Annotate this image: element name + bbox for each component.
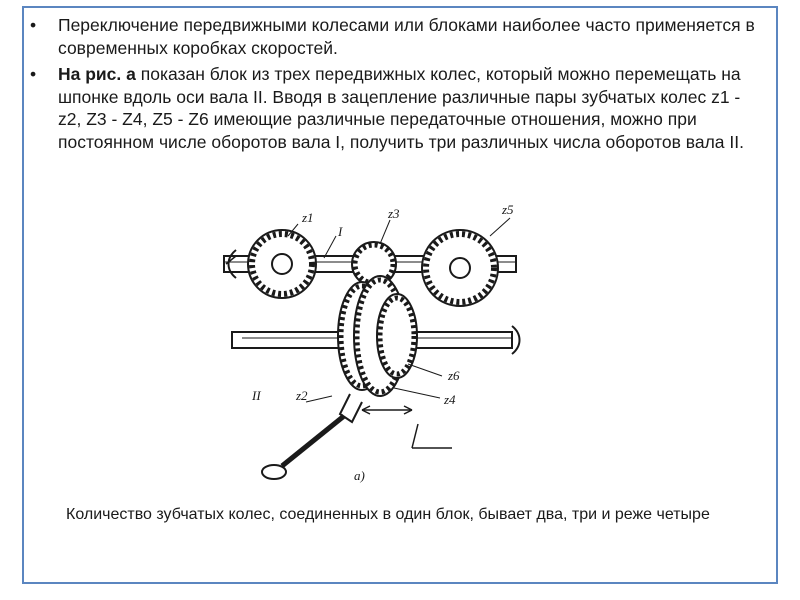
label-shaft-2: II xyxy=(252,388,261,403)
label-z6: z6 xyxy=(448,368,460,383)
gear-block-figure xyxy=(212,196,522,488)
label-shaft-1: I xyxy=(338,224,343,239)
label-z4: z4 xyxy=(444,392,456,407)
bullet-item-2 xyxy=(30,63,755,153)
label-z5: z5 xyxy=(502,202,514,217)
label-z1: z1 xyxy=(302,210,314,225)
label-z3: z3 xyxy=(388,206,400,221)
bullet-dot-icon: • xyxy=(30,64,37,84)
gear-z1 xyxy=(248,230,316,298)
bullet-bold-lead: На рис. а xyxy=(58,64,136,84)
gear-z5 xyxy=(422,230,498,306)
bullet-text-1: Переключение передвижными колесами или блоками наиболее часто применяется в современных коробках скоростей. xyxy=(58,15,755,58)
bullet-list xyxy=(30,14,755,157)
label-figure-a: а) xyxy=(354,468,365,483)
figure-caption: Количество зубчатых колес, соединенных в один блок, бывает два, три и реже четыре xyxy=(66,506,710,523)
label-z2: z2 xyxy=(296,388,308,403)
bullet-dot-icon: • xyxy=(30,15,37,35)
bullet-text-2: показан блок из трех передвижных колес, который можно перемещать на шпонке вдоль оси вала II. Вводя в зацепление различные пары зубчатых колес z1 - z2, Z3 - Z4, Z5 - Z6 имеющие различные передаточные отношения, можно при постоянном числе оборотов вала I, получить три различных числа оборотов вала II. xyxy=(58,64,744,152)
bullet-item-1 xyxy=(30,14,755,59)
shift-lever xyxy=(262,394,452,479)
